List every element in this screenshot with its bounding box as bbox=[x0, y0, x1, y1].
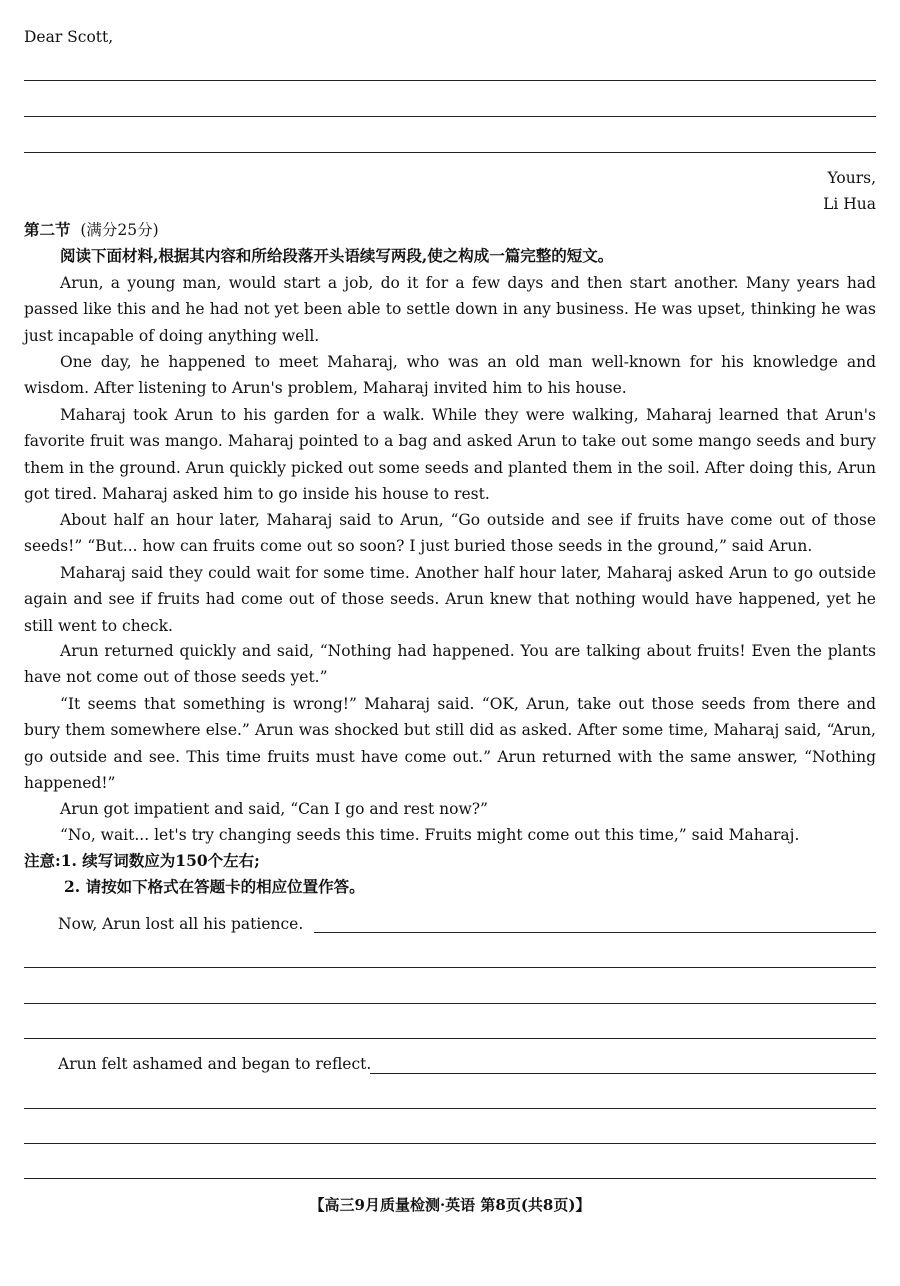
story-paragraph: Arun, a young man, would start a job, do it for a few days and then start another. Many years had passed like this and he had not yet been able to settle down in any business. He was upset, thinking he was just incapable of doing anything well. bbox=[24, 274, 876, 345]
story-paragraph: “No, wait... let's try changing seeds this time. Fruits might come out this time,” said Maharaj. bbox=[60, 826, 800, 844]
section-score: (满分25分) bbox=[80, 221, 159, 239]
answer-line[interactable] bbox=[314, 932, 876, 933]
writing-line bbox=[24, 152, 876, 153]
section-title: 第二节 bbox=[24, 220, 71, 239]
prompt-second: Arun felt ashamed and began to reflect. bbox=[58, 1055, 372, 1073]
answer-line[interactable] bbox=[24, 1038, 876, 1039]
writing-line bbox=[24, 80, 876, 81]
story-paragraph: Arun returned quickly and said, “Nothing had happened. You are talking about fruits! Even the plants have not come out of those seeds yet.” bbox=[24, 642, 876, 687]
section-heading bbox=[24, 217, 159, 243]
notes-item-1 bbox=[24, 848, 260, 874]
answer-line[interactable] bbox=[370, 1073, 876, 1074]
notes-label: 注意: bbox=[24, 851, 61, 870]
answer-line[interactable] bbox=[24, 1143, 876, 1144]
answer-line[interactable] bbox=[24, 1108, 876, 1109]
story-paragraph: “It seems that something is wrong!” Maharaj said. “OK, Arun, take out those seeds from there and bury them somewhere else.” Arun was shocked but still did as asked. After some time, Maharaj said, “Arun, go outside and see. This time fruits must have come out.” Arun returned with the same answer, “Nothing happened!” bbox=[24, 695, 876, 792]
story-paragraph: Arun got impatient and said, “Can I go and rest now?” bbox=[60, 800, 488, 818]
answer-line[interactable] bbox=[24, 1003, 876, 1004]
notes-item-2: 2. 请按如下格式在答题卡的相应位置作答。 bbox=[64, 877, 365, 896]
prompt-first: Now, Arun lost all his patience. bbox=[58, 915, 304, 933]
story-paragraph: Maharaj said they could wait for some time. Another half hour later, Maharaj asked Arun to go outside again and see if fruits had come out of those seeds. Arun knew that nothing would have happened, yet he still went to check. bbox=[24, 564, 876, 635]
answer-line[interactable] bbox=[24, 967, 876, 968]
letter-signature: Li Hua bbox=[823, 195, 876, 213]
page-footer: 【高三9月质量检测·英语 第8页(共8页)】 bbox=[309, 1196, 591, 1214]
story-paragraph: About half an hour later, Maharaj said to Arun, “Go outside and see if fruits have come out of those seeds!” “But... how can fruits come out so soon? I just buried those seeds in the ground,” said Arun. bbox=[24, 511, 876, 556]
writing-line bbox=[24, 116, 876, 117]
story-paragraph: Maharaj took Arun to his garden for a walk. While they were walking, Maharaj learned that Arun's favorite fruit was mango. Maharaj pointed to a bag and asked Arun to take out some mango seeds and bury them in the ground. Arun quickly picked out some seeds and planted them in the soil. After doing this, Arun got tired. Maharaj asked him to go inside his house to rest. bbox=[24, 406, 876, 503]
letter-salutation: Dear Scott, bbox=[24, 28, 114, 46]
story-paragraph: One day, he happened to meet Maharaj, who was an old man well-known for his knowledge and wisdom. After listening to Arun's problem, Maharaj invited him to his house. bbox=[24, 353, 876, 398]
letter-closing: Yours, bbox=[827, 169, 876, 187]
notes-item-1-text: 1. 续写词数应为150个左右; bbox=[60, 851, 260, 870]
answer-line[interactable] bbox=[24, 1178, 876, 1179]
section-instruction: 阅读下面材料,根据其内容和所给段落开头语续写两段,使之构成一篇完整的短文。 bbox=[60, 246, 614, 265]
